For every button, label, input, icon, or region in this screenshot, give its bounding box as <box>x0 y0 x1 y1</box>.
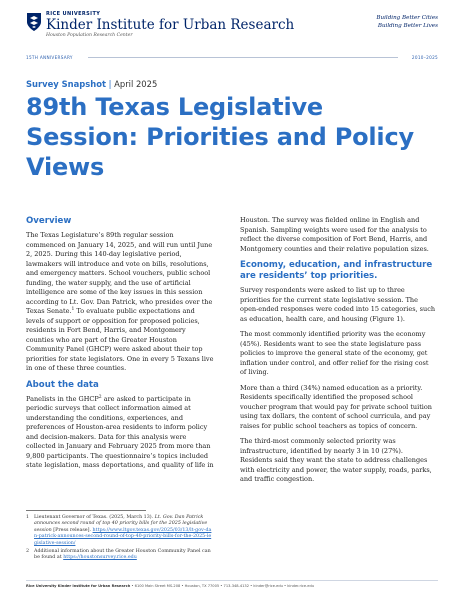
page-title: 89th Texas Legislative Session: Priorities and Policy Views <box>26 93 414 181</box>
priorities-heading: Economy, education, and infrastructure are residents’ top priorities. <box>240 260 433 281</box>
footnote-divider <box>26 510 146 511</box>
anniversary-divider <box>88 57 398 58</box>
footnote-2 <box>26 549 214 562</box>
overview-text-2: To evaluate public expectations and levels of support or opposition for proposed policies, residents in Fort Bend, Harris, and Montgomery counties who are part of the Greater Houston Community Panel (GHCP) were asked about their top priorities for state legislators. One in every 5 Texans live in one of these three counties. <box>26 307 214 372</box>
continued-paragraph: Houston. The survey was fielded online in English and Spanish. Sampling weights were used for the analysis to reflect the diverse composition of Fort Bend, Harris, and Montgomery counties and their relative population sizes. <box>240 216 429 253</box>
snapshot-label: Survey Snapshot <box>26 79 106 89</box>
priorities-paragraph-4: The third-most commonly selected priority was infrastructure, identified by nearly 3 in 10 (27%). Residents said they want the state to address challenges with electricity and power, the water supply, roads, parks, and traffic congestion. <box>240 437 432 483</box>
footnote-body <box>34 549 214 562</box>
footnote-1-text: Lieutenant Governor of Texas. (2025, March 13). <box>34 515 155 520</box>
priorities-paragraph-2: The most commonly identified priority was the economy (45%). Residents want to see the state legislature pass policies to improve the general state of the economy, get inflation under control, and offer relief for the rising cost of living. <box>240 330 429 376</box>
footnote-ref-2[interactable]: 2 <box>98 394 102 400</box>
anniversary-banner <box>26 55 438 63</box>
anniversary-years: 2010–2025 <box>411 55 438 60</box>
about-text-1: Panelists in the GHCP <box>26 394 99 403</box>
footer-details: • 6100 Main Street MS-208 • Houston, TX 77005 • 713-348-4132 • kinder@rice.edu • kinder.rice.edu <box>130 584 315 588</box>
footnote-1 <box>26 515 214 547</box>
overview-paragraph <box>26 231 214 374</box>
tagline-line-2: Building Better Lives <box>377 22 438 29</box>
about-data-heading: About the data <box>26 379 99 390</box>
snapshot-separator: | <box>108 79 112 89</box>
left-column <box>26 216 214 477</box>
overview-heading: Overview <box>26 216 72 226</box>
tagline <box>376 15 438 30</box>
rice-shield-icon <box>26 12 42 32</box>
footnote-ref-1[interactable]: 1 <box>71 306 75 312</box>
priorities-paragraph-1: Survey respondents were asked to list up to three priorities for the current state legislative session. The open-ended responses were coded into 15 categories, such as education, health care, and housing (Figure 1). <box>240 286 436 323</box>
overview-text-1: The Texas Legislature’s 89th regular session commenced on January 14, 2025, and will run until June 2, 2025. During this 140-day legislative period, lawmakers will introduce and vote on bills, resolutions, and emergency matters. School vouchers, public school funding, the water supply, and the use of artificial intelligence are some of the key issues in this session according to Lt. Gov. Dan Patrick, who presides over the Texas Senate. <box>26 231 213 315</box>
about-text-2: are asked to participate in periodic surveys that collect information aimed at understanding the conditions, experiences, and preferences of Houston-area residents to inform policy and decision-makers. Data for this analysis were collected in January and February 2025 from more than 9,800 participants. The questionnaire’s topics included state legislation, mass deportations, and quality of life in <box>26 394 214 469</box>
footnote-number: 2 <box>26 549 30 555</box>
tagline-line-1: Building Better Cities <box>376 15 438 21</box>
snapshot-line <box>26 79 157 89</box>
footnote-2-link[interactable]: https://houstonsurvey.rice.edu <box>63 555 137 561</box>
footnote-1-after: [Press release]. <box>51 527 93 533</box>
university-name: RICE UNIVERSITY <box>46 11 101 17</box>
footer-divider <box>26 580 438 581</box>
footnote-2-text: Additional information about the Greater Houston Community Panel can be found at <box>34 549 211 561</box>
institute-subtitle: Houston Population Research Center <box>46 33 133 38</box>
institute-logo[interactable] <box>46 11 294 38</box>
footnote-1-title: Lt. Gov. Dan Patrick announces second round of top 40 priority bills for the 2025 legislative session <box>34 515 208 533</box>
footnote-1-link[interactable]: https://www.ltgov.texas.gov/2025/03/13/lt-gov-dan-patrick-announces-second-round-of-top-40-priority-bills-for-the-2025-legislative-session/ <box>34 527 212 546</box>
footnote-body <box>34 515 214 547</box>
footnotes <box>26 515 214 564</box>
about-data-paragraph <box>26 395 214 471</box>
anniversary-label: 15TH ANNIVERSARY <box>26 55 73 60</box>
right-column <box>240 216 436 491</box>
page-footer <box>26 584 438 588</box>
footnote-number: 1 <box>26 515 30 520</box>
snapshot-date: April 2025 <box>114 79 158 89</box>
footer-org: Rice University Kinder Institute for Urban Research <box>26 584 131 588</box>
priorities-paragraph-3: More than a third (34%) named education as a priority. Residents specifically identified the proposed school voucher program that would pay for private school tuition using tax dollars, the content of school curricula, and pay raises for public school teachers as topics of concern. <box>240 383 432 430</box>
institute-name: Kinder Institute for Urban Research <box>46 17 295 33</box>
page-header <box>26 10 438 68</box>
